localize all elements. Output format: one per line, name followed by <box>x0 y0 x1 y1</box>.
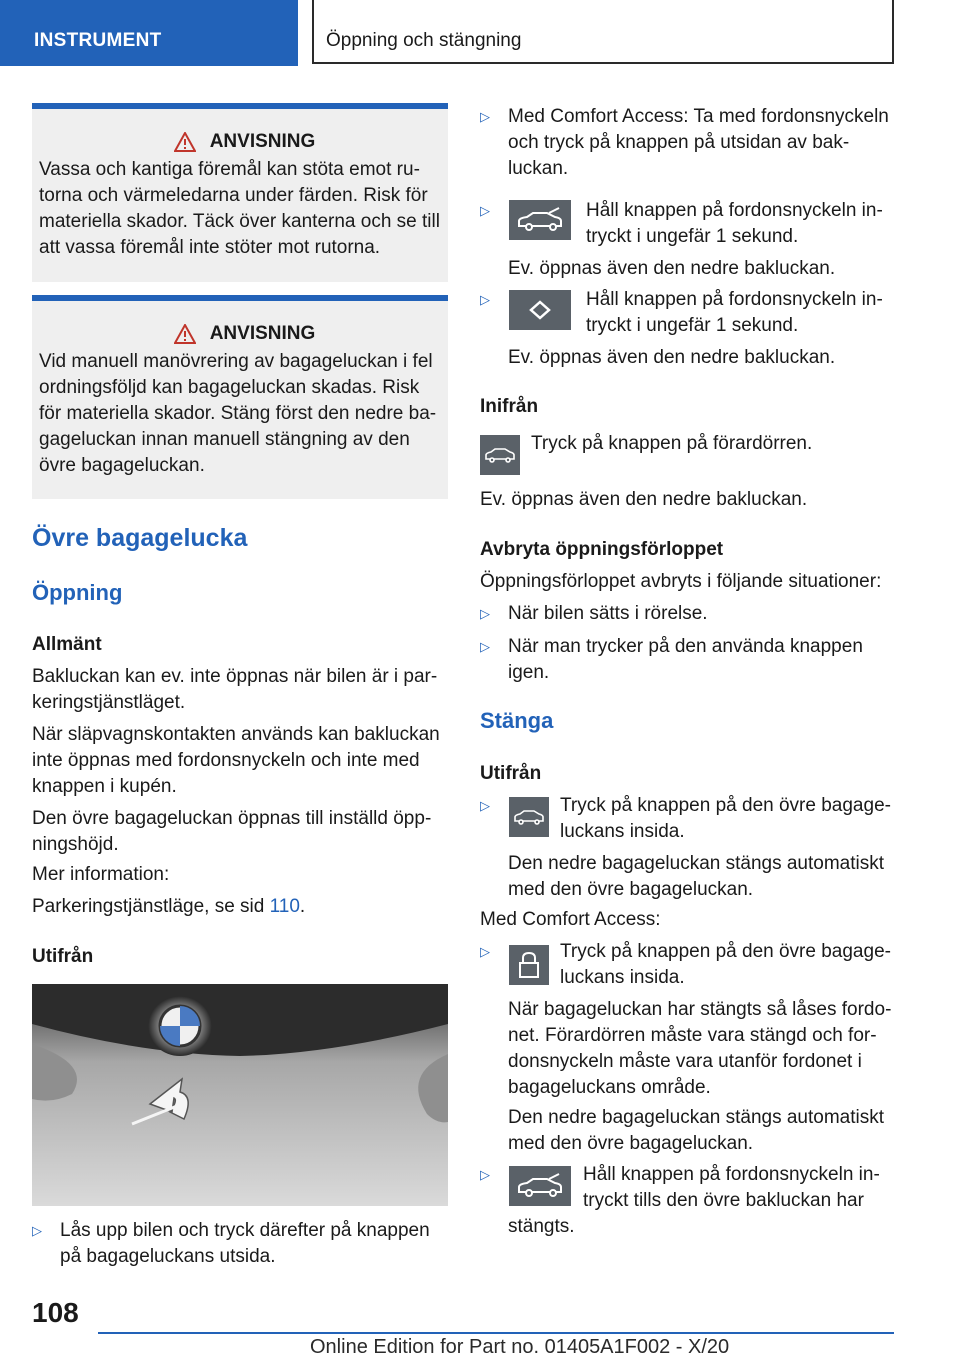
paragraph: Med Comfort Access: <box>480 909 661 930</box>
car-trunk-open-icon <box>509 797 549 837</box>
page-number: 108 <box>32 1297 79 1328</box>
warning-box-2 <box>32 295 448 499</box>
warning-text: Vid manuell manövrering av bagageluckan i fel ordningsföljd kan bagageluckan skadas. Risk för materiella skador. Stäng först den nedre bagageluckan innan manuell stängning av den övre bagageluckan. <box>39 351 437 476</box>
paragraph-heading: Allmänt <box>32 634 102 655</box>
triangle-right-icon: ▷ <box>480 292 490 307</box>
section-tab <box>0 0 298 66</box>
list-item: ▷ Håll knappen på fordonsnyckeln intryckt tills den övre bakluckan har <box>480 1162 894 1214</box>
note: Den nedre bagageluckan stängs automatiskt med den övre bagageluckan. <box>508 853 885 900</box>
warning-triangle-icon <box>174 132 196 152</box>
note: stängts. <box>508 1216 575 1237</box>
paragraph: Bakluckan kan ev. inte öppnas när bilen är i parkeringstjänstläget. <box>32 666 438 713</box>
paragraph-heading: Avbryta öppningsförloppet <box>480 539 724 560</box>
instruction: Tryck på knappen på förardörren. <box>531 433 813 454</box>
list-item: ▷ Tryck på knappen på den övre bagageluckans insida. <box>480 939 894 991</box>
lock-icon <box>509 945 549 985</box>
triangle-right-icon: ▷ <box>32 1223 42 1238</box>
page-link[interactable]: 110 <box>269 896 300 917</box>
car-trunk-open-icon <box>509 1166 571 1206</box>
note: Ev. öppnas även den nedre bakluckan. <box>508 258 836 279</box>
section-heading: Övre bagagelucka <box>32 524 248 552</box>
list-item: ▷ När bilen sätts i rörelse. <box>480 601 894 627</box>
list-item: ▷ Med Comfort Access: Ta med fordonsnyckeln och tryck på knappen på utsidan av bakluckan. <box>480 104 894 182</box>
page-header <box>0 0 960 66</box>
list-item: ▷ Tryck på knappen på den övre bagageluckans insida. <box>480 793 894 845</box>
warning-text: Vassa och kantiga föremål kan stöta emot rutorna och värmeledarna under färden. Risk för materiella skador. Täck över kanterna och se till att vassa föremål inte stöter mot rutorna. <box>39 159 440 258</box>
triangle-right-icon: ▷ <box>480 944 490 959</box>
paragraph-heading: Utifrån <box>480 763 542 784</box>
paragraph-heading: Utifrån <box>32 946 94 967</box>
footer-edition: Online Edition for Part no. 01405A1F002 - X/20 <box>310 1336 730 1358</box>
note: Ev. öppnas även den nedre bakluckan. <box>508 347 836 368</box>
car-trunk-open-icon <box>480 435 520 475</box>
list-item: ▷ Håll knappen på fordonsnyckeln intryckt i ungefär 1 sekund. <box>480 287 894 339</box>
warning-heading: ANVISNING <box>39 321 440 347</box>
list-item: ▷ När man trycker på den använda knappen igen. <box>480 634 894 686</box>
list-item: ▷ Håll knappen på fordonsnyckeln intryckt i ungefär 1 sekund. <box>480 198 894 250</box>
paragraph: När släpvagnskontakten används kan bakluckan inte öppnas med fordonsnyckeln och inte med knappen i kupén. <box>32 724 440 797</box>
chapter-title-box <box>312 0 894 64</box>
triangle-right-icon: ▷ <box>480 639 490 654</box>
warning-heading: ANVISNING <box>39 129 440 155</box>
triangle-right-icon: ▷ <box>480 798 490 813</box>
paragraph-heading: Inifrån <box>480 396 539 417</box>
note: Ev. öppnas även den nedre bakluckan. <box>480 489 808 510</box>
paragraph: Den övre bagageluckan öppnas till inställd öppningshöjd. <box>32 808 432 855</box>
chapter-title: Öppning och stängning <box>326 30 522 51</box>
car-trunk-open-icon <box>509 200 571 240</box>
section-label: INSTRUMENT <box>34 30 162 51</box>
warning-box-1 <box>32 103 448 282</box>
trunk-button-photo <box>32 984 448 1206</box>
note: När bagageluckan har stängts så låses fordonet. Förardörren måste vara stängd och fordonsnyckeln måste vara utanför fordonet i bagageluckans område. <box>508 999 892 1098</box>
triangle-right-icon: ▷ <box>480 203 490 218</box>
paragraph: Mer information: <box>32 864 170 885</box>
subsection-heading: Öppning <box>32 580 123 605</box>
subsection-heading: Stänga <box>480 708 554 733</box>
diamond-icon <box>509 290 571 330</box>
note: Den nedre bagageluckan stängs automatiskt med den övre bagageluckan. <box>508 1107 885 1154</box>
paragraph: Öppningsförloppet avbryts i följande situationer: <box>480 571 882 592</box>
triangle-right-icon: ▷ <box>480 606 490 621</box>
warning-triangle-icon <box>174 324 196 344</box>
triangle-right-icon: ▷ <box>480 1167 490 1182</box>
list-item: ▷ Lås upp bilen och tryck därefter på knappen på bagageluckans utsida. <box>32 1218 448 1270</box>
paragraph-crossref: Parkeringstjänstläge, se sid 110. <box>32 896 306 917</box>
triangle-right-icon: ▷ <box>480 109 490 124</box>
